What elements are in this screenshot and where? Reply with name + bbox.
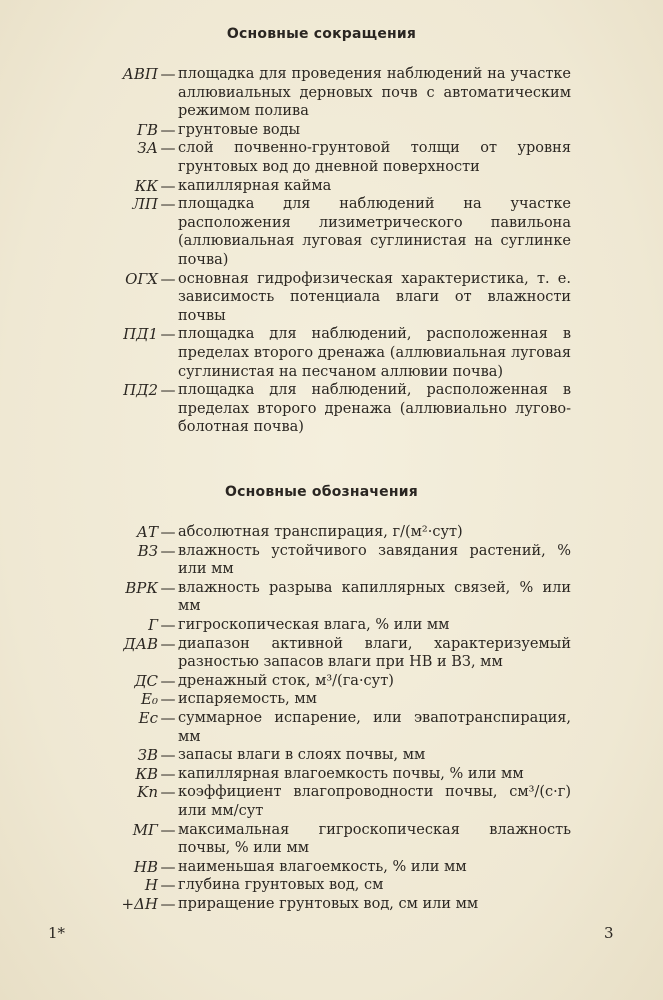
list-item: ДС — дренажный сток, м³/(га·сут)	[0, 672, 663, 691]
symbol-term: НВ	[133, 857, 158, 876]
symbol-term: ВРК	[125, 578, 158, 597]
list-item: АТ — абсолютная транспирация, г/(м²·сут)	[0, 523, 663, 542]
symbol-term: Н	[144, 876, 158, 895]
list-item: НВ — наименьшая влагоемкость, % или мм	[0, 858, 663, 877]
list-item: ПД1 — площадка для наблюдений, расположенная в пределах второго дренажа (аллювиальная луговая суглинистая на песчаном аллювии почва)	[0, 325, 663, 381]
symbol-term: ЗВ	[137, 746, 158, 765]
symbol-definition: капиллярная влагоемкость почвы, % или мм	[178, 765, 524, 782]
symbol-term: +ΔН	[121, 894, 158, 913]
symbol-definition: влажность разрыва капиллярных связей, % или мм	[178, 579, 571, 615]
page-number: 3	[604, 924, 614, 942]
symbol-definition: диапазон активной влаги, характеризуемый разностью запасов влаги при НВ и ВЗ, мм	[178, 635, 571, 671]
symbol-definition: приращение грунтовых вод, см или мм	[178, 895, 479, 912]
abbreviation-term: ОГХ	[125, 269, 158, 288]
list-item: ДАВ — диапазон активной влаги, характеризуемый разностью запасов влаги при НВ и ВЗ, мм	[0, 635, 663, 672]
abbreviation-term: ЗА	[137, 139, 158, 158]
symbol-term: КВ	[135, 764, 158, 783]
symbols-heading: Основные обозначения	[225, 484, 418, 500]
symbol-definition: абсолютная транспирация, г/(м²·сут)	[178, 524, 463, 540]
abbreviation-term: АВП	[122, 65, 158, 83]
symbol-definition: коэффициент влагопроводности почвы, см³/(с·г) или мм/сут	[178, 784, 571, 819]
list-item: ВРК — влажность разрыва капиллярных связей, % или мм	[0, 579, 663, 616]
symbol-definition: гигроскопическая влага, % или мм	[178, 616, 450, 633]
list-item: E₀ — испаряемость, мм	[0, 690, 663, 709]
symbol-term: МГ	[132, 820, 158, 839]
abbreviations-list	[0, 65, 663, 437]
abbreviation-definition: площадка для наблюдений, расположенная в пределах второго дренажа (аллювиальная луговая суглинистая на песчаном аллювии почва)	[178, 326, 571, 380]
abbreviation-term: ЛП	[132, 195, 158, 214]
list-item: ОГХ — основная гидрофизическая характеристика, т. е. зависимость потенциала влаги от влажности почвы	[0, 270, 663, 326]
symbol-term: ДС	[134, 671, 158, 690]
abbreviation-term: ПД1	[123, 325, 158, 344]
abbreviation-term: ГВ	[137, 120, 158, 139]
symbol-definition: дренажный сток, м³/(га·сут)	[178, 672, 394, 689]
abbreviation-definition: площадка для наблюдений, расположенная в пределах второго дренажа (аллювиально лугово-болотная почва)	[178, 382, 571, 436]
abbreviation-definition: капиллярная кайма	[178, 177, 332, 194]
abbreviation-term: ПД2	[123, 381, 158, 400]
symbol-definition: глубина грунтовых вод, см	[178, 877, 384, 894]
abbreviation-definition: грунтовые воды	[178, 121, 301, 138]
symbols-list	[0, 523, 663, 913]
symbol-term: Kп	[137, 783, 158, 802]
abbreviation-term: КК	[134, 176, 158, 195]
symbol-definition: запасы влаги в слоях почвы, мм	[178, 747, 426, 764]
list-item: Г — гигроскопическая влага, % или мм	[0, 616, 663, 635]
signature-mark: 1*	[48, 924, 66, 942]
symbol-definition: испаряемость, мм	[178, 691, 317, 708]
symbol-term: Г	[148, 615, 158, 634]
list-item: ГВ — грунтовые воды	[0, 121, 663, 140]
symbol-definition: наименьшая влагоемкость, % или мм	[178, 858, 467, 875]
symbol-definition: максимальная гигроскопическая влажность почвы, % или мм	[178, 821, 571, 857]
list-item: Н — глубина грунтовых вод, см	[0, 876, 663, 895]
symbol-definition: влажность устойчивого завядания растений, % или мм	[178, 542, 571, 578]
list-item: Kп — коэффициент влагопроводности почвы, см³/(с·г) или мм/сут	[0, 783, 663, 820]
list-item: МГ — максимальная гигроскопическая влажность почвы, % или мм	[0, 821, 663, 858]
symbol-term: ВЗ	[137, 541, 158, 560]
abbreviations-heading: Основные сокращения	[226, 26, 417, 42]
list-item: ВЗ — влажность устойчивого завядания растений, % или мм	[0, 542, 663, 579]
list-item: ПД2 — площадка для наблюдений, расположенная в пределах второго дренажа (аллювиально лугово-болотная почва)	[0, 381, 663, 437]
abbreviation-definition: площадка для наблюдений на участке расположения лизиметрического павильона (аллювиальная луговая суглинистая на суглинке почва)	[178, 196, 571, 268]
symbol-term: ДАВ	[123, 634, 158, 653]
symbol-term: Eс	[138, 708, 158, 727]
abbreviation-definition: основная гидрофизическая характеристика, т. е. зависимость потенциала влаги от влажности почвы	[178, 270, 571, 324]
symbol-term: АТ	[136, 523, 158, 541]
list-item: ЗВ — запасы влаги в слоях почвы, мм	[0, 746, 663, 765]
symbol-term: E₀	[141, 690, 158, 709]
symbol-definition: суммарное испарение, или эвапотранспирация, мм	[178, 709, 571, 745]
list-item: КВ — капиллярная влагоемкость почвы, % или мм	[0, 765, 663, 784]
list-item: КК — капиллярная кайма	[0, 177, 663, 196]
abbreviation-definition: площадка для проведения наблюдений на участке аллювиальных дерновых почв с автоматическим режимом полива	[178, 66, 571, 120]
list-item: АВП — площадка для проведения наблюдений на участке аллювиальных дерновых почв с автоматическим режимом полива	[0, 65, 663, 121]
list-item: ЛП — площадка для наблюдений на участке расположения лизиметрического павильона (аллювиальная луговая суглинистая на суглинке почва)	[0, 195, 663, 269]
list-item: ЗА — слой почвенно-грунтовой толщи от уровня грунтовых вод до дневной поверхности	[0, 139, 663, 176]
list-item: Eс — суммарное испарение, или эвапотранспирация, мм	[0, 709, 663, 746]
abbreviation-definition: слой почвенно-грунтовой толщи от уровня грунтовых вод до дневной поверхности	[178, 140, 571, 175]
list-item: +ΔН — приращение грунтовых вод, см или мм	[0, 895, 663, 914]
